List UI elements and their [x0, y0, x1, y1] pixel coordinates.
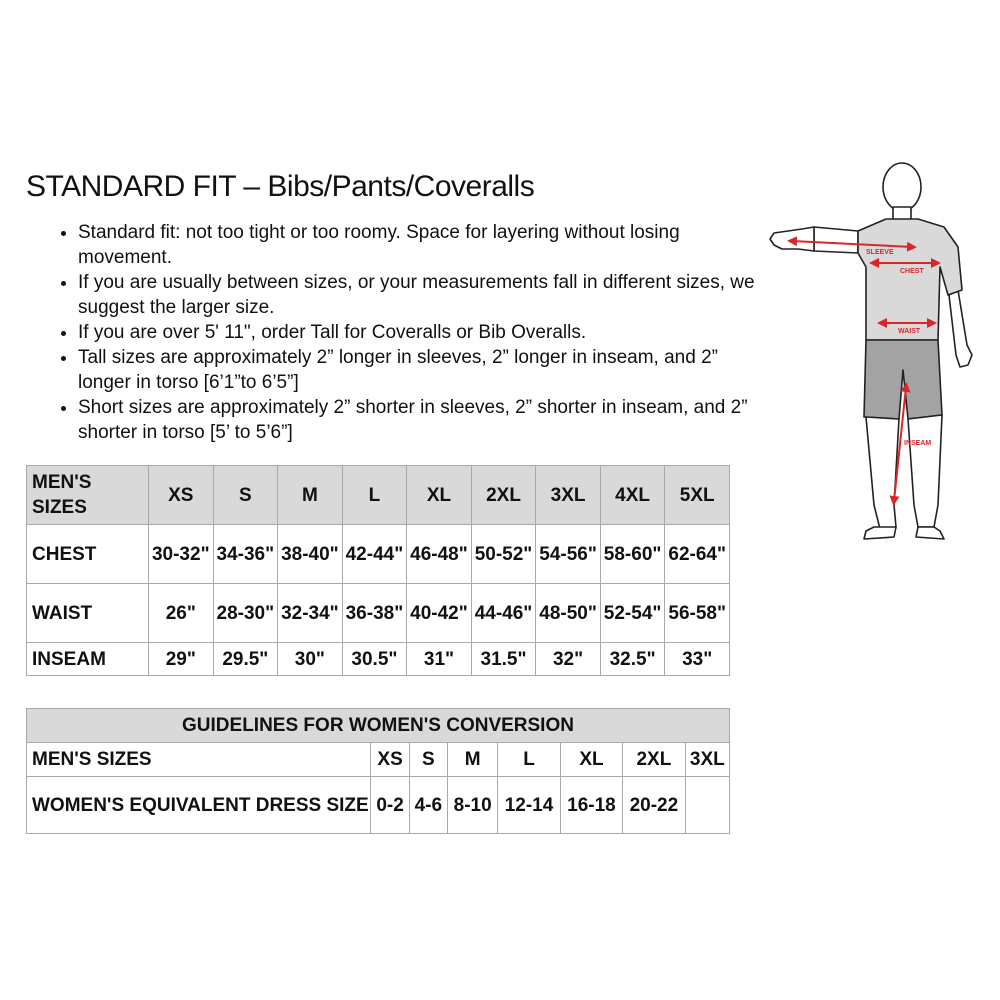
- mens-sizes-label: MEN'S SIZES: [27, 743, 371, 777]
- chest-row: [27, 525, 730, 584]
- size-header: 2XL: [471, 466, 536, 525]
- waist-value: 44-46": [471, 584, 536, 643]
- womens-equivalent-label: WOMEN'S EQUIVALENT DRESS SIZE: [27, 777, 371, 834]
- row-label: WAIST: [27, 584, 149, 643]
- waist-value: 26": [149, 584, 214, 643]
- chest-value: 42-44": [342, 525, 407, 584]
- womens-size: 8-10: [447, 777, 497, 834]
- inseam-value: 29.5": [213, 643, 278, 676]
- waist-value: 56-58": [665, 584, 730, 643]
- inseam-value: 33": [665, 643, 730, 676]
- waist-value: 48-50": [536, 584, 601, 643]
- mens-size: XS: [371, 743, 409, 777]
- womens-size: 12-14: [498, 777, 560, 834]
- womens-equivalent-row: [27, 777, 730, 834]
- shirt-shape: [858, 219, 962, 340]
- chest-value: 50-52": [471, 525, 536, 584]
- head-icon: [883, 163, 921, 211]
- womens-size: [685, 777, 729, 834]
- chest-value: 62-64": [665, 525, 730, 584]
- waist-value: 28-30": [213, 584, 278, 643]
- row-label: CHEST: [27, 525, 149, 584]
- mens-size: XL: [560, 743, 622, 777]
- chest-value: 34-36": [213, 525, 278, 584]
- mens-size: 3XL: [685, 743, 729, 777]
- waist-value: 36-38": [342, 584, 407, 643]
- fit-note: • Short sizes are approximately 2” shorter in sleeves, 2” shorter in inseam, and 2” shorter in torso [5’ to 5’6”]: [78, 395, 758, 445]
- inseam-value: 30.5": [342, 643, 407, 676]
- size-header: M: [278, 466, 343, 525]
- chest-value: 30-32": [149, 525, 214, 584]
- inseam-label: INSEAM: [904, 440, 932, 447]
- waist-value: 52-54": [600, 584, 665, 643]
- fit-note: • Tall sizes are approximately 2” longer in sleeves, 2” longer in inseam, and 2” longer in torso [6’1”to 6’5”]: [78, 345, 758, 395]
- womens-conversion-table: [26, 708, 730, 834]
- inseam-value: 31": [407, 643, 472, 676]
- waist-label: WAIST: [898, 328, 921, 335]
- size-header-row: [27, 466, 730, 525]
- mens-size: S: [409, 743, 447, 777]
- size-header: XS: [149, 466, 214, 525]
- size-header: 3XL: [536, 466, 601, 525]
- fit-notes-list: [56, 220, 758, 445]
- chest-value: 38-40": [278, 525, 343, 584]
- size-header: L: [342, 466, 407, 525]
- mens-size: 2XL: [623, 743, 685, 777]
- row-label: INSEAM: [27, 643, 149, 676]
- inseam-value: 32.5": [600, 643, 665, 676]
- corner-label: MEN'S SIZES: [27, 466, 149, 525]
- waist-row: [27, 584, 730, 643]
- fit-note: • If you are over 5' 11", order Tall for Coveralls or Bib Overalls.: [78, 320, 758, 345]
- size-header: 4XL: [600, 466, 665, 525]
- womens-size: 16-18: [560, 777, 622, 834]
- womens-size: 4-6: [409, 777, 447, 834]
- waist-value: 32-34": [278, 584, 343, 643]
- inseam-value: 31.5": [471, 643, 536, 676]
- conversion-banner-row: [27, 709, 730, 743]
- chest-value: 46-48": [407, 525, 472, 584]
- mens-size: L: [498, 743, 560, 777]
- waist-value: 40-42": [407, 584, 472, 643]
- figure-body: [770, 163, 972, 539]
- size-header: 5XL: [665, 466, 730, 525]
- size-header: S: [213, 466, 278, 525]
- inseam-value: 30": [278, 643, 343, 676]
- chest-label: CHEST: [900, 268, 924, 275]
- sleeve-label: SLEEVE: [866, 249, 894, 256]
- inseam-value: 32": [536, 643, 601, 676]
- body-measurement-figure: [762, 155, 982, 550]
- mens-size: M: [447, 743, 497, 777]
- inseam-row: [27, 643, 730, 676]
- womens-size: 0-2: [371, 777, 409, 834]
- chest-value: 54-56": [536, 525, 601, 584]
- page-title: STANDARD FIT – Bibs/Pants/Coveralls: [26, 170, 535, 203]
- chest-value: 58-60": [600, 525, 665, 584]
- fit-note: • If you are usually between sizes, or your measurements fall in different sizes, we suggest the larger size.: [78, 270, 758, 320]
- fit-note: • Standard fit: not too tight or too roomy. Space for layering without losing movement.: [78, 220, 758, 270]
- size-header: XL: [407, 466, 472, 525]
- conversion-banner: GUIDELINES FOR WOMEN'S CONVERSION: [27, 709, 730, 743]
- inseam-value: 29": [149, 643, 214, 676]
- mens-size-table: [26, 465, 730, 676]
- womens-size: 20-22: [623, 777, 685, 834]
- mens-sizes-row: [27, 743, 730, 777]
